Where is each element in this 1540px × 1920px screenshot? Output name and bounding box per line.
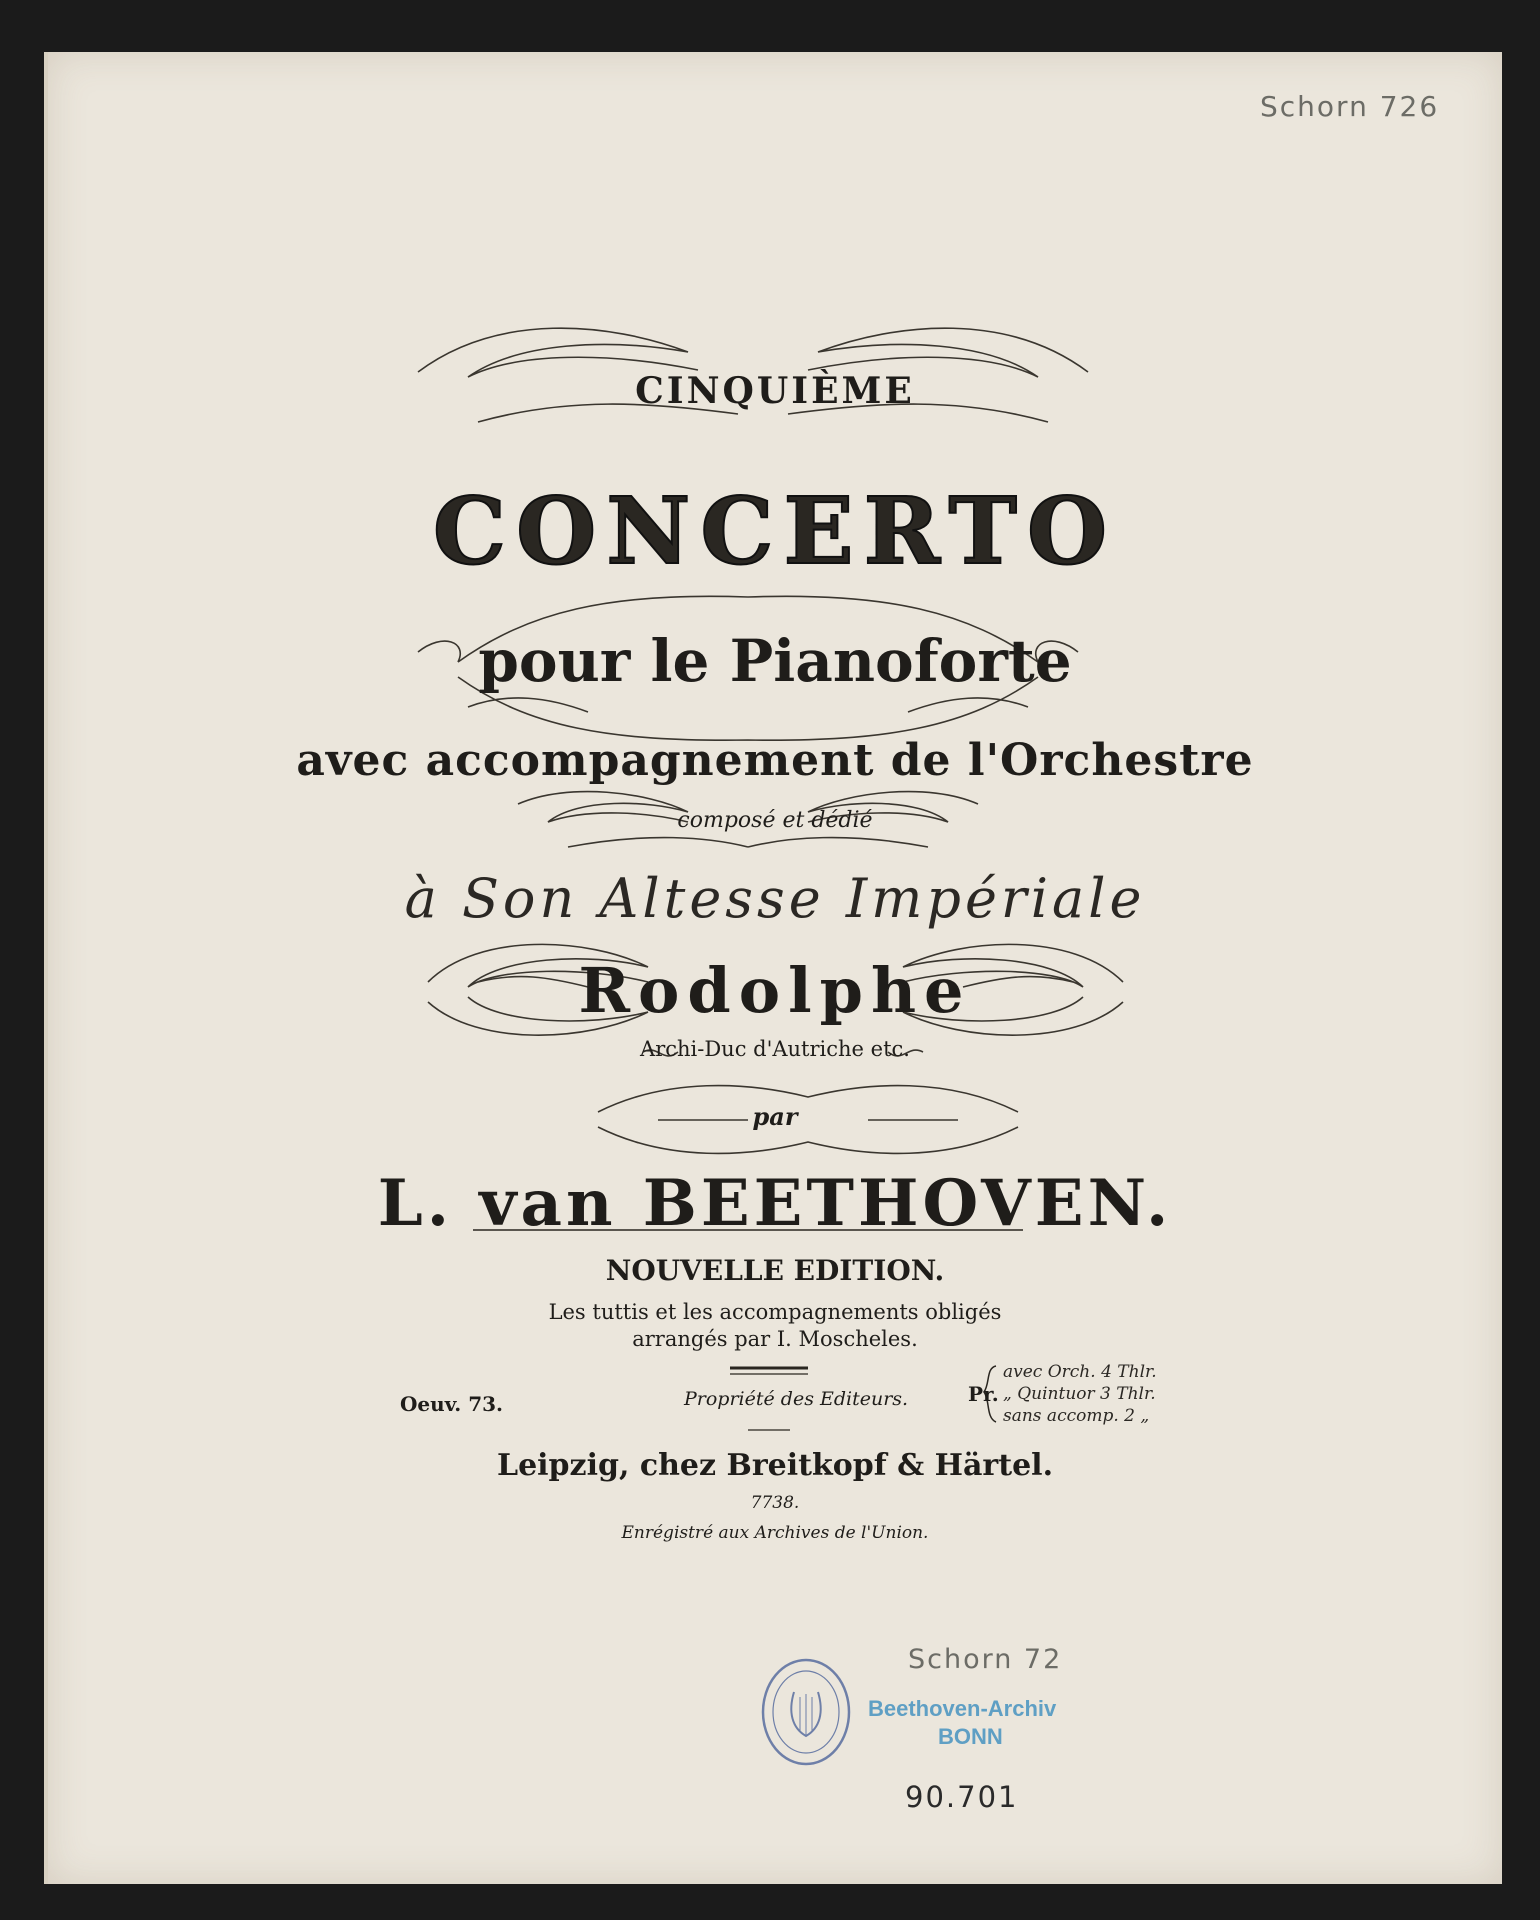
compose-et-dedie: composé et dédié — [677, 808, 873, 833]
dedication-altesse: à Son Altesse Impériale — [404, 867, 1146, 930]
title-concerto: CONCERTO — [432, 477, 1118, 585]
dedicatee-name: Rodolphe — [578, 954, 972, 1027]
title-page — [44, 52, 1502, 1884]
price-line-quintuor: „ Quintuor 3 Thlr. — [1003, 1384, 1156, 1404]
price-line-orchestra: avec Orch. 4 Thlr. — [1003, 1362, 1157, 1382]
property-notice: Propriété des Editeurs. — [684, 1388, 909, 1410]
price-label: Pr. — [968, 1382, 999, 1406]
archive-stamp-line-1: Beethoven-Archiv — [868, 1696, 1057, 1721]
price-line-sans-accomp: sans accomp. 2 „ — [1003, 1406, 1150, 1426]
title-cinquieme: CINQUIÈME — [635, 370, 915, 412]
edition-note-1: Les tuttis et les accompagnements obligés — [548, 1300, 1002, 1324]
dedicatee-title: Archi-Duc d'Autriche etc. — [640, 1037, 910, 1061]
title-pour-le-pianoforte: pour le Pianoforte — [478, 627, 1072, 695]
title-avec-accompagnement: avec accompagnement de l'Orchestre — [296, 735, 1254, 786]
publisher-seal-stamp — [763, 1660, 849, 1764]
edition-heading: NOUVELLE EDITION. — [605, 1254, 945, 1287]
composer-name: L. van BEETHOVEN. — [377, 1166, 1173, 1241]
opus-number: Oeuv. 73. — [400, 1392, 504, 1416]
accession-number: 90.701 — [905, 1780, 1019, 1814]
pencil-shelfmark-top: Schorn 726 — [1260, 90, 1440, 123]
publisher-line: Leipzig, chez Breitkopf & Härtel. — [496, 1448, 1054, 1483]
par-label: par — [752, 1102, 798, 1131]
archive-stamp-line-2: BONN — [938, 1724, 1003, 1749]
registration-note: Enrégistré aux Archives de l'Union. — [621, 1523, 929, 1543]
edition-note-2: arrangés par I. Moscheles. — [632, 1327, 918, 1351]
pencil-shelfmark-bottom: Schorn 72 — [908, 1644, 1063, 1675]
plate-number: 7738. — [750, 1493, 800, 1513]
